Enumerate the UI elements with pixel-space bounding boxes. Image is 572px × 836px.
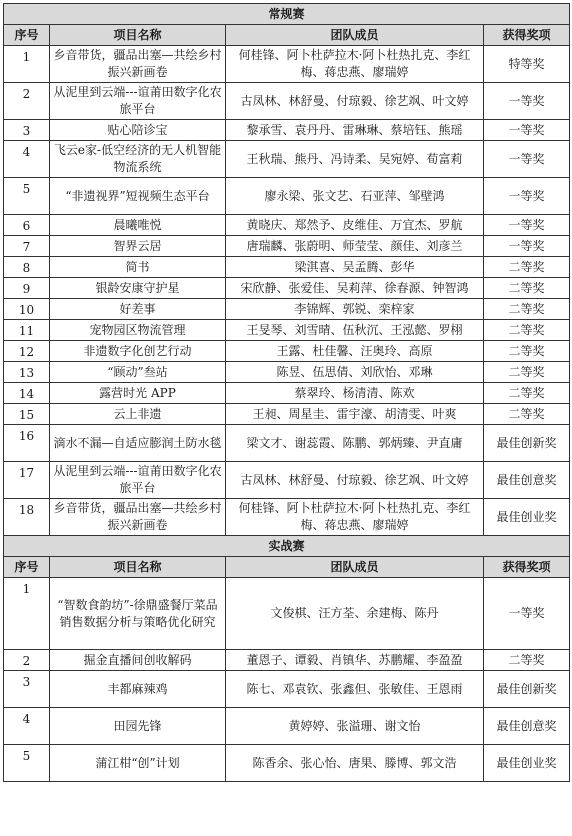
project-name: 从泥里到云端---谊莆田数字化农旅平台 bbox=[50, 83, 226, 120]
row-number: 3 bbox=[4, 120, 50, 141]
project-name: “顾动”叁站 bbox=[50, 362, 226, 383]
column-header: 团队成员 bbox=[226, 25, 484, 46]
table-row bbox=[4, 425, 570, 462]
row-number: 3 bbox=[4, 671, 50, 708]
team-members: 古凤林、林舒曼、付琼毅、徐艺飒、叶文婷 bbox=[226, 462, 484, 499]
project-name: 智界云居 bbox=[50, 236, 226, 257]
column-header: 序号 bbox=[4, 557, 50, 578]
row-number: 5 bbox=[4, 178, 50, 215]
row-number: 8 bbox=[4, 257, 50, 278]
column-header: 团队成员 bbox=[226, 557, 484, 578]
table-row bbox=[4, 236, 570, 257]
team-members: 王露、杜佳馨、汪奥玲、高原 bbox=[226, 341, 484, 362]
team-members: 宋欣静、张爱佳、吴莉萍、徐春源、钟智鸿 bbox=[226, 278, 484, 299]
row-number: 6 bbox=[4, 215, 50, 236]
column-header: 获得奖项 bbox=[484, 25, 570, 46]
row-number: 17 bbox=[4, 462, 50, 499]
award-name: 一等奖 bbox=[484, 178, 570, 215]
award-name: 最佳创新奖 bbox=[484, 425, 570, 462]
row-number: 18 bbox=[4, 499, 50, 536]
project-name: “智数食韵坊”-徐鼎盛餐厅菜品销售数据分析与策略优化研究 bbox=[50, 578, 226, 650]
award-name: 一等奖 bbox=[484, 120, 570, 141]
row-number: 5 bbox=[4, 745, 50, 782]
project-name: 贴心陪诊宝 bbox=[50, 120, 226, 141]
team-members: 何桂锋、阿卜杜萨拉木·阿卜杜热扎克、李红梅、蒋忠燕、廖瑞婷 bbox=[226, 46, 484, 83]
table-row bbox=[4, 578, 570, 650]
team-members: 蔡翠玲、杨清清、陈欢 bbox=[226, 383, 484, 404]
team-members: 王秋瑞、熊丹、冯诗柔、吴宛婷、荀富莉 bbox=[226, 141, 484, 178]
table-row bbox=[4, 462, 570, 499]
column-header: 获得奖项 bbox=[484, 557, 570, 578]
table-row bbox=[4, 178, 570, 215]
awards-table bbox=[3, 3, 570, 782]
table-row bbox=[4, 341, 570, 362]
team-members: 梁淇喜、吴孟腾、彭华 bbox=[226, 257, 484, 278]
award-name: 二等奖 bbox=[484, 383, 570, 404]
project-name: 简书 bbox=[50, 257, 226, 278]
team-members: 唐瑞麟、张蔚明、师莹莹、颜佳、刘彦兰 bbox=[226, 236, 484, 257]
team-members: 王昶、周星圭、雷宇濠、胡清雯、叶爽 bbox=[226, 404, 484, 425]
table-row bbox=[4, 499, 570, 536]
project-name: 从泥里到云端---谊莆田数字化农旅平台 bbox=[50, 462, 226, 499]
project-name: 滴水不漏—自适应膨润土防水毯 bbox=[50, 425, 226, 462]
row-number: 2 bbox=[4, 83, 50, 120]
team-members: 王旻琴、刘雪晴、伍秋沉、王泓懿、罗栩 bbox=[226, 320, 484, 341]
project-name: 田园先锋 bbox=[50, 708, 226, 745]
row-number: 11 bbox=[4, 320, 50, 341]
team-members: 黄晓庆、郑然予、皮维佳、万宜杰、罗航 bbox=[226, 215, 484, 236]
project-name: 飞云e家-低空经济的无人机智能物流系统 bbox=[50, 141, 226, 178]
project-name: 乡音带货，疆品出塞—共绘乡村振兴新画卷 bbox=[50, 46, 226, 83]
project-name: 非遗数字化创艺行动 bbox=[50, 341, 226, 362]
award-name: 一等奖 bbox=[484, 215, 570, 236]
row-number: 10 bbox=[4, 299, 50, 320]
table-row bbox=[4, 650, 570, 671]
section-title: 常规赛 bbox=[4, 4, 570, 25]
table-row bbox=[4, 708, 570, 745]
row-number: 13 bbox=[4, 362, 50, 383]
team-members: 陈香余、张心怡、唐果、滕博、郭文浩 bbox=[226, 745, 484, 782]
project-name: 宠物园区物流管理 bbox=[50, 320, 226, 341]
team-members: 古凤林、林舒曼、付琼毅、徐艺飒、叶文婷 bbox=[226, 83, 484, 120]
award-name: 特等奖 bbox=[484, 46, 570, 83]
award-name: 最佳创意奖 bbox=[484, 462, 570, 499]
award-name: 二等奖 bbox=[484, 341, 570, 362]
project-name: 云上非遗 bbox=[50, 404, 226, 425]
project-name: “非遗视界”短视频生态平台 bbox=[50, 178, 226, 215]
row-number: 1 bbox=[4, 46, 50, 83]
award-name: 最佳创意奖 bbox=[484, 708, 570, 745]
row-number: 4 bbox=[4, 141, 50, 178]
award-name: 二等奖 bbox=[484, 404, 570, 425]
row-number: 1 bbox=[4, 578, 50, 650]
header-row bbox=[4, 25, 570, 46]
table-row bbox=[4, 120, 570, 141]
project-name: 掘金直播间创收解码 bbox=[50, 650, 226, 671]
award-name: 一等奖 bbox=[484, 141, 570, 178]
row-number: 2 bbox=[4, 650, 50, 671]
section-title-row bbox=[4, 4, 570, 25]
table-row bbox=[4, 362, 570, 383]
award-name: 最佳创新奖 bbox=[484, 671, 570, 708]
award-name: 二等奖 bbox=[484, 320, 570, 341]
award-name: 二等奖 bbox=[484, 257, 570, 278]
row-number: 9 bbox=[4, 278, 50, 299]
row-number: 12 bbox=[4, 341, 50, 362]
project-name: 丰都麻辣鸡 bbox=[50, 671, 226, 708]
project-name: 好差事 bbox=[50, 299, 226, 320]
team-members: 文俊棋、汪方荃、余建梅、陈丹 bbox=[226, 578, 484, 650]
table-row bbox=[4, 83, 570, 120]
award-name: 二等奖 bbox=[484, 362, 570, 383]
column-header: 序号 bbox=[4, 25, 50, 46]
table-row bbox=[4, 320, 570, 341]
project-name: 银龄安康守护星 bbox=[50, 278, 226, 299]
table-row bbox=[4, 278, 570, 299]
team-members: 廖永梁、张文艺、石亚萍、邹壁鸿 bbox=[226, 178, 484, 215]
team-members: 黎承雪、袁丹丹、雷琳琳、蔡培钰、熊瑶 bbox=[226, 120, 484, 141]
project-name: 乡音带货，疆品出塞—共绘乡村振兴新画卷 bbox=[50, 499, 226, 536]
table-row bbox=[4, 404, 570, 425]
header-row bbox=[4, 557, 570, 578]
section-title: 实战赛 bbox=[4, 536, 570, 557]
section-title-row bbox=[4, 536, 570, 557]
team-members: 陈七、邓袁钦、张鑫但、张敏佳、王恩雨 bbox=[226, 671, 484, 708]
award-name: 一等奖 bbox=[484, 236, 570, 257]
row-number: 14 bbox=[4, 383, 50, 404]
table-row bbox=[4, 671, 570, 708]
row-number: 15 bbox=[4, 404, 50, 425]
table-row bbox=[4, 141, 570, 178]
award-name: 一等奖 bbox=[484, 83, 570, 120]
table-row bbox=[4, 215, 570, 236]
team-members: 何桂锋、阿卜杜萨拉木·阿卜杜热扎克、李红梅、蒋忠燕、廖瑞婷 bbox=[226, 499, 484, 536]
row-number: 7 bbox=[4, 236, 50, 257]
project-name: 露营时光 APP bbox=[50, 383, 226, 404]
team-members: 黄婷婷、张溢珊、谢文怡 bbox=[226, 708, 484, 745]
team-members: 董恩子、谭毅、肖镇华、苏鹏耀、李盈盈 bbox=[226, 650, 484, 671]
award-name: 二等奖 bbox=[484, 650, 570, 671]
project-name: 蒲江柑“创”计划 bbox=[50, 745, 226, 782]
table-row bbox=[4, 46, 570, 83]
award-name: 最佳创业奖 bbox=[484, 745, 570, 782]
row-number: 4 bbox=[4, 708, 50, 745]
column-header: 项目名称 bbox=[50, 25, 226, 46]
table-row bbox=[4, 257, 570, 278]
table-row bbox=[4, 383, 570, 404]
award-name: 二等奖 bbox=[484, 299, 570, 320]
award-name: 一等奖 bbox=[484, 578, 570, 650]
award-name: 最佳创业奖 bbox=[484, 499, 570, 536]
column-header: 项目名称 bbox=[50, 557, 226, 578]
team-members: 李锦辉、郭锐、栾梓家 bbox=[226, 299, 484, 320]
team-members: 陈昱、伍思倩、刘欣怡、邓琳 bbox=[226, 362, 484, 383]
team-members: 梁文才、谢蕊霞、陈鹏、郭炳臻、尹直庸 bbox=[226, 425, 484, 462]
award-name: 二等奖 bbox=[484, 278, 570, 299]
table-row bbox=[4, 745, 570, 782]
table-row bbox=[4, 299, 570, 320]
project-name: 晨曦唯悦 bbox=[50, 215, 226, 236]
row-number: 16 bbox=[4, 425, 50, 462]
